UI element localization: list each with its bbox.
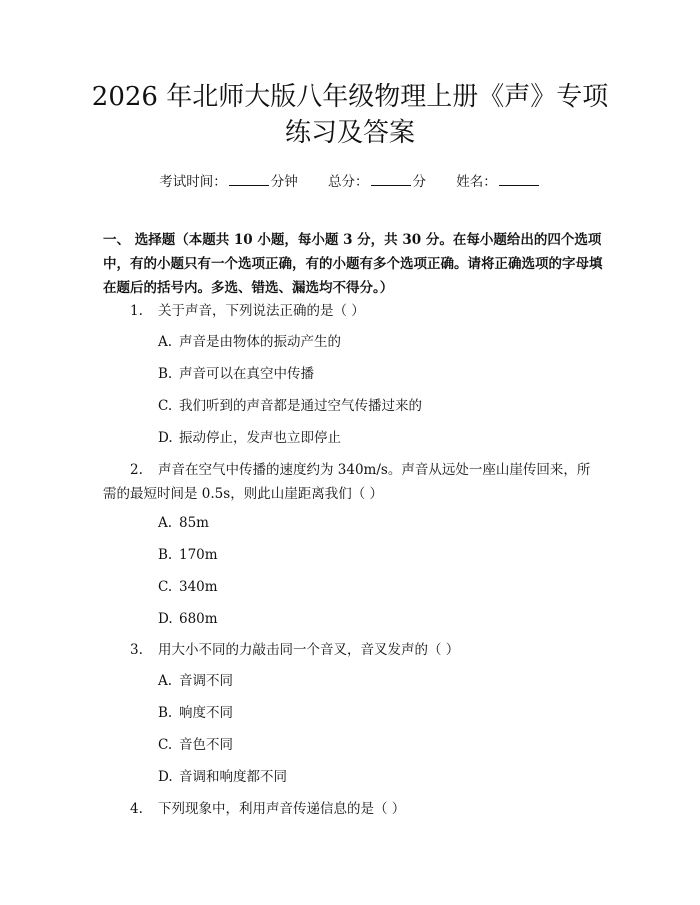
question-text: 声音在空气中传播的速度约为 340m/s。声音从远处一座山崖传回来，所需的最短时间是 0.5s，则此山崖距离我们（ ） — [103, 462, 591, 502]
question-number: 3. — [130, 642, 143, 658]
option-3c — [158, 735, 233, 755]
option-text: 声音是由物体的振动产生的 — [179, 334, 341, 350]
question-3 — [103, 638, 603, 662]
option-1a — [158, 332, 341, 352]
option-letter: D. — [158, 430, 173, 446]
option-letter: D. — [158, 769, 173, 785]
section-heading: 一、 选择题（本题共 10 小题，每小题 3 分，共 30 分。在每小题给出的四个选项中，有的小题只有一个选项正确，有的小题有多个选项正确。请将正确选项的字母填在题后的括号内。多选、错选、漏选均不得分。） — [103, 232, 603, 296]
option-2b — [158, 545, 218, 565]
option-1b — [158, 364, 314, 384]
option-letter: B. — [158, 705, 173, 721]
option-text: 音调不同 — [179, 673, 233, 689]
option-3d — [158, 767, 287, 787]
option-2d — [158, 609, 218, 629]
option-letter: A. — [158, 515, 173, 531]
question-number: 1. — [130, 303, 143, 319]
question-text: 下列现象中，利用声音传递信息的是（ ） — [158, 801, 406, 817]
exam-time-blank — [229, 173, 269, 186]
option-letter: A. — [158, 334, 173, 350]
exam-info — [0, 170, 700, 190]
option-letter: B. — [158, 547, 173, 563]
option-letter: A. — [158, 673, 173, 689]
option-letter: C. — [158, 398, 173, 414]
total-score-label: 总分： — [328, 174, 369, 190]
exam-time-field — [159, 174, 302, 190]
option-text: 85m — [179, 515, 209, 531]
option-1c — [158, 396, 422, 416]
question-text: 关于声音，下列说法正确的是（ ） — [158, 303, 365, 319]
option-letter: C. — [158, 579, 173, 595]
option-3b — [158, 703, 233, 723]
option-text: 响度不同 — [179, 705, 233, 721]
name-field — [456, 174, 541, 190]
option-letter: C. — [158, 737, 173, 753]
option-text: 340m — [179, 579, 218, 595]
page-title-line-1: 2026 年北师大版八年级物理上册《声》专项 — [91, 82, 609, 112]
question-text: 用大小不同的力敲击同一个音叉，音叉发声的（ ） — [158, 642, 460, 658]
question-2 — [103, 458, 603, 506]
question-number: 4. — [130, 801, 143, 817]
option-1d — [158, 428, 341, 448]
option-letter: B. — [158, 366, 173, 382]
option-text: 声音可以在真空中传播 — [179, 366, 314, 382]
option-letter: D. — [158, 611, 173, 627]
option-3a — [158, 671, 233, 691]
name-label: 姓名： — [456, 174, 497, 190]
exam-time-label: 考试时间： — [159, 174, 227, 190]
option-text: 680m — [179, 611, 218, 627]
total-score-unit: 分 — [412, 174, 426, 190]
option-2a — [158, 513, 209, 533]
option-2c — [158, 577, 218, 597]
name-blank — [499, 173, 539, 186]
question-4 — [103, 797, 603, 821]
total-score-blank — [371, 173, 411, 186]
total-score-field — [328, 174, 430, 190]
page-title-line-2: 练习及答案 — [284, 118, 415, 148]
option-text: 音色不同 — [179, 737, 233, 753]
option-text: 音调和响度都不同 — [179, 769, 287, 785]
exam-time-unit: 分钟 — [270, 174, 298, 190]
option-text: 我们听到的声音都是通过空气传播过来的 — [179, 398, 422, 414]
question-1 — [103, 299, 603, 323]
option-text: 170m — [179, 547, 218, 563]
option-text: 振动停止，发声也立即停止 — [179, 430, 341, 446]
question-number: 2. — [130, 462, 143, 478]
